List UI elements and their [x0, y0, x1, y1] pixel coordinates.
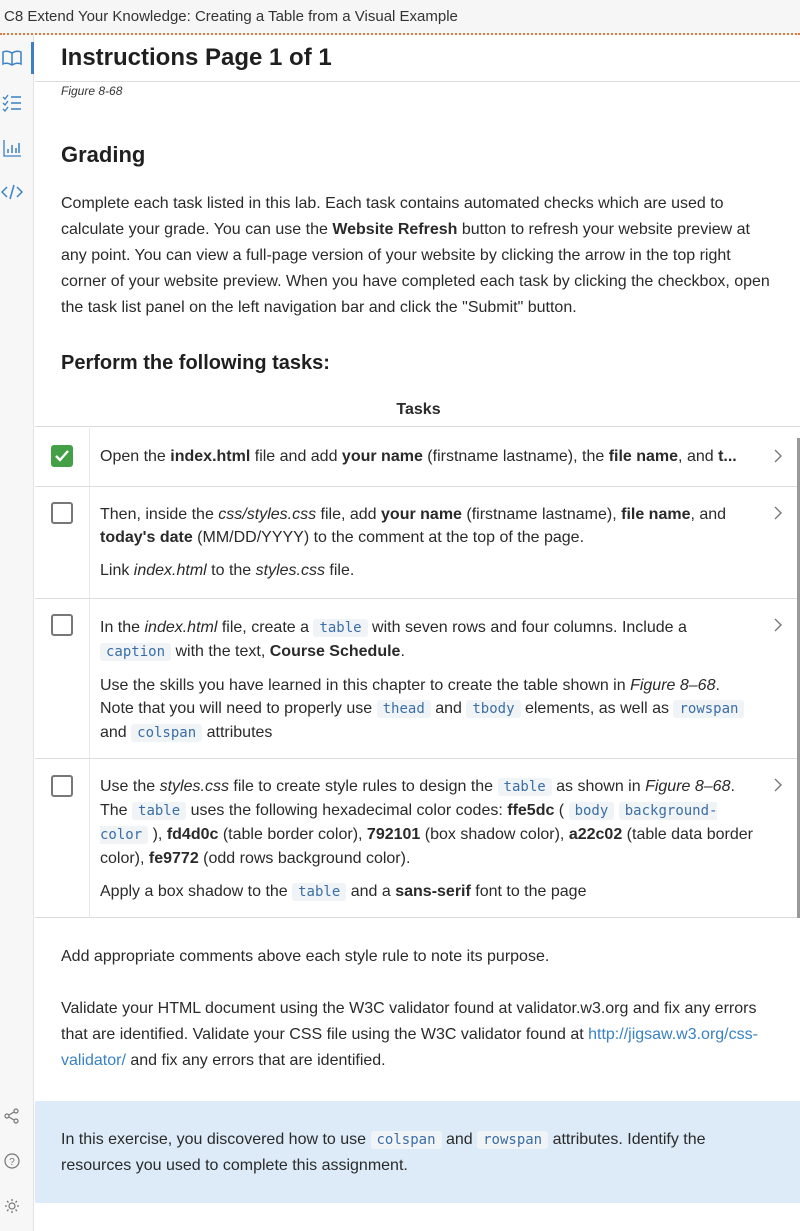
- check-icon: [53, 447, 71, 465]
- task-text-4: Use the styles.css file to create style rules to design the table as shown in Figure 8–68. The table uses the following hexadecimal color codes: ffe5dc ( body background-color ), fd4d0c (table border color), 792101 (box shadow color), a22c02 (table data border color), fe9772 (odd rows background color). Apply a box shadow to the table and a sans-serif font to the page: [100, 778, 753, 900]
- task-row-2[interactable]: [35, 487, 800, 599]
- reflection-note: [35, 1101, 800, 1203]
- task-text-1: Open the index.html file and add your name (firstname lastname), the file name, and t...: [100, 448, 737, 465]
- figure-caption: Figure 8-68: [61, 84, 123, 98]
- task-divider: [89, 599, 90, 758]
- task-divider: [89, 759, 90, 917]
- gear-icon[interactable]: [0, 1194, 24, 1218]
- task-text-3: In the index.html file, create a table with seven rows and four columns. Include a caption with the text, Course Schedule. Use the skills you have learned in this chapter to create the table shown in Figure 8–68. Note that you will need to properly use thead and tbody elements, as well as rowspan and colspan attributes: [100, 616, 755, 745]
- perform-heading: Perform the following tasks:: [61, 352, 330, 374]
- task-divider: [89, 487, 90, 598]
- window-titlebar: [0, 0, 800, 35]
- chevron-right-icon[interactable]: [770, 617, 786, 633]
- code-icon[interactable]: [0, 180, 24, 204]
- page-title: Instructions Page 1 of 1: [61, 44, 332, 71]
- task-checkbox-3[interactable]: [51, 614, 73, 636]
- task-row-3[interactable]: [35, 599, 800, 759]
- bar-chart-icon[interactable]: [0, 136, 24, 160]
- task-text-2: Then, inside the css/styles.css file, add your name (firstname lastname), file name, and today's date (MM/DD/YYYY) to the comment at the top of the page. Link index.html to the styles.css file.: [100, 506, 727, 579]
- tasks-table-header: Tasks: [35, 397, 800, 427]
- share-icon[interactable]: [0, 1104, 24, 1128]
- reflection-text: In this exercise, you discovered how to use colspan and rowspan attributes. Identify the resources you used to complete this assignment.: [61, 1131, 706, 1174]
- grading-paragraph: Complete each task listed in this lab. Each task contains automated checks which are used to calculate your grade. You can use the Website Refresh button to refresh your website preview at any point. You can view a full-page version of your website by clicking the arrow in the top right corner of your website preview. When you have completed each task by clicking the checkbox, open the task list panel on the left navigation bar and click the "Submit" button.: [61, 195, 770, 316]
- book-icon[interactable]: [0, 46, 24, 70]
- chevron-right-icon[interactable]: [770, 505, 786, 521]
- checklist-icon[interactable]: [0, 91, 24, 115]
- website-refresh-label: Website Refresh: [332, 221, 458, 238]
- task-checkbox-4[interactable]: [51, 775, 73, 797]
- active-indicator: [31, 42, 34, 74]
- comments-paragraph: Add appropriate comments above each style rule to note its purpose.: [61, 948, 550, 965]
- task-checkbox-1[interactable]: [51, 445, 73, 467]
- window-title: C8 Extend Your Knowledge: Creating a Table from a Visual Example: [4, 8, 458, 25]
- task-row-4[interactable]: [35, 759, 800, 918]
- task-checkbox-2[interactable]: [51, 502, 73, 524]
- grading-heading: Grading: [61, 142, 146, 167]
- chevron-right-icon[interactable]: [770, 777, 786, 793]
- task-row-1[interactable]: [35, 428, 800, 487]
- left-nav-rail: [0, 35, 34, 1231]
- svg-text:?: ?: [9, 1157, 15, 1168]
- validate-paragraph: Validate your HTML document using the W3C validator found at validator.w3.org and fix any errors that are identified. Validate your CSS file using the W3C validator found at http://jigsaw.w3.org/css-validator/ and fix any errors that are identified.: [61, 1000, 758, 1069]
- css-validator-link[interactable]: http://jigsaw.w3.org/css-validator/: [61, 1026, 758, 1069]
- instructions-header: [35, 35, 800, 82]
- instructions-panel: [35, 35, 800, 1231]
- help-icon[interactable]: [0, 1149, 24, 1173]
- task-divider: [89, 428, 90, 486]
- chevron-right-icon[interactable]: [770, 448, 786, 464]
